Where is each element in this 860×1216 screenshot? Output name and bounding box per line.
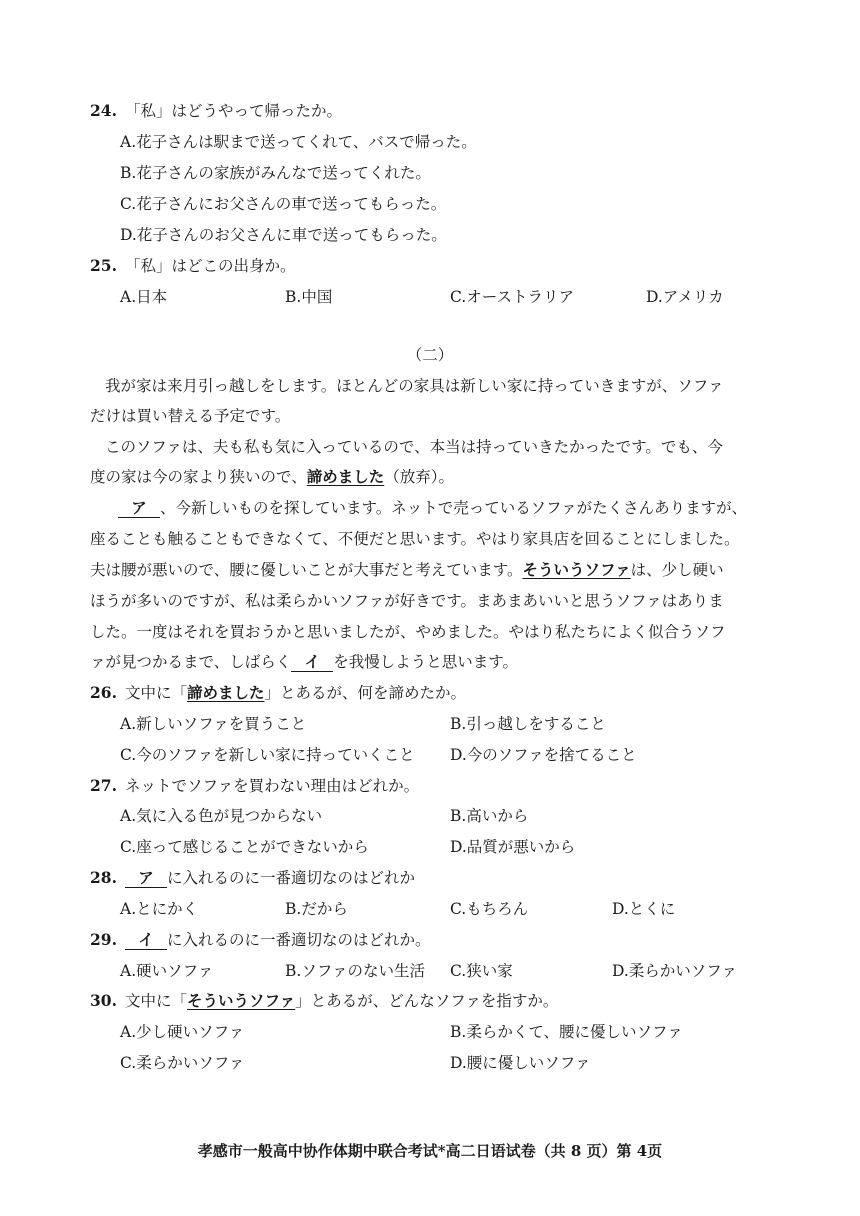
q27-option-a: A.気に入る色が見つからない — [120, 807, 323, 825]
page-footer: 孝感市一般高中协作体期中联合考试*高二日语试卷（共 8 页）第 4页 — [197, 1142, 663, 1160]
q26-option-b: B.引っ越しをすること — [450, 715, 606, 733]
q29-option-d: D.柔らかいソファ — [612, 962, 737, 980]
q29-option-b: B.ソファのない生活 — [285, 962, 426, 980]
passage-line — [90, 652, 518, 672]
passage-line — [90, 467, 454, 487]
passage-line — [90, 560, 724, 580]
q24-option-b: B.花子さんの家族がみんなで送ってくれた。 — [120, 164, 431, 182]
q30-option-b: B.柔らかくて、腰に優しいソファ — [450, 1023, 683, 1041]
q25-option-c: C.オーストラリア — [450, 288, 574, 306]
question-number: 28. — [90, 868, 117, 887]
question-30 — [90, 991, 558, 1011]
question-text: 「私」はどうやって帰ったか。 — [124, 102, 342, 120]
question-text: 文中に「 — [124, 992, 187, 1010]
passage-text: は、少し硬い — [630, 561, 724, 579]
q28-option-b: B.だから — [285, 900, 348, 918]
q27-option-b: B.高いから — [450, 807, 529, 825]
question-text: ネットでソファを買わない理由はどれか。 — [124, 777, 420, 795]
underlined-phrase: そういうソファ — [186, 991, 296, 1010]
q29-option-c: C.狭い家 — [450, 962, 513, 980]
question-number: 26. — [90, 683, 117, 702]
blank-a: ア — [118, 499, 160, 518]
passage-line — [118, 498, 747, 518]
q30-option-c: C.柔らかいソファ — [120, 1054, 245, 1072]
question-number: 27. — [90, 776, 117, 795]
question-27 — [90, 776, 419, 796]
q25-option-b: B.中国 — [285, 288, 333, 306]
section-heading: （二） — [406, 346, 454, 364]
passage-line: ほうが多いのですが、私は柔らかいソファが好きです。まあまあいいと思うソファはありま — [90, 592, 724, 610]
underlined-phrase: 諦めました — [186, 683, 265, 702]
blank-i: イ — [291, 653, 333, 672]
passage-line: 座ることも触ることもできなくて、不便だと思います。やはり家具店を回ることにしました。 — [90, 530, 740, 548]
gloss: （放弃）。 — [384, 468, 454, 486]
question-number: 24. — [90, 101, 117, 120]
blank-i: イ — [125, 931, 167, 950]
q28-option-c: C.もちろん — [450, 900, 529, 918]
question-29 — [90, 930, 430, 950]
question-number: 29. — [90, 930, 117, 949]
passage-line: だけは買い替える予定です。 — [90, 407, 291, 425]
question-text: 「私」はどこの出身か。 — [124, 257, 296, 275]
q30-option-d: D.腰に優しいソファ — [450, 1054, 591, 1072]
question-28 — [90, 868, 415, 888]
q29-option-a: A.硬いソファ — [120, 962, 214, 980]
passage-text: 夫は腰が悪いので、腰に優しいことが大事だと考えています。 — [90, 561, 523, 579]
underlined-phrase: 諦めました — [306, 467, 385, 486]
question-number: 25. — [90, 256, 117, 275]
q26-option-d: D.今のソファを捨てること — [450, 746, 637, 764]
q28-option-a: A.とにかく — [120, 900, 199, 918]
q27-option-c: C.座って感じることができないから — [120, 838, 369, 856]
question-number: 30. — [90, 991, 117, 1010]
question-text: 文中に「 — [124, 684, 187, 702]
passage-text: 、今新しいものを探しています。ネットで売っているソファがたくさんありますが、 — [160, 499, 748, 517]
passage-line: このソファは、夫も私も気に入っているので、本当は持っていきたかったです。でも、今 — [105, 438, 723, 456]
question-text: 」とあるが、どんなソファを指すか。 — [295, 992, 559, 1010]
question-text: に入れるのに一番適切なのはどれか — [166, 869, 415, 887]
question-24 — [90, 101, 342, 121]
q30-option-a: A.少し硬いソファ — [120, 1023, 245, 1041]
q24-option-d: D.花子さんのお父さんに車で送ってもらった。 — [120, 226, 447, 244]
q27-option-d: D.品質が悪いから — [450, 838, 576, 856]
q26-option-a: A.新しいソファを買うこと — [120, 715, 307, 733]
question-25 — [90, 256, 295, 276]
q24-option-c: C.花子さんにお父さんの車で送ってもらった。 — [120, 195, 447, 213]
passage-text: ァが見つかるまで、しばらく — [90, 653, 292, 671]
q24-option-a: A.花子さんは駅まで送ってくれて、バスで帰った。 — [120, 133, 477, 151]
question-text: に入れるのに一番適切なのはどれか。 — [166, 931, 431, 949]
q25-option-d: D.アメリカ — [646, 288, 724, 306]
passage-text: 度の家は今の家より狭いので、 — [90, 468, 307, 486]
question-text: 」とあるが、何を諦めたか。 — [264, 684, 467, 702]
q28-option-d: D.とくに — [612, 900, 676, 918]
underlined-phrase: そういうソファ — [522, 560, 631, 579]
passage-line: した。一度はそれを買おうかと思いましたが、やめました。やはり私たちによく似合うソフ — [90, 623, 726, 641]
passage-line: 我が家は来月引っ越しをします。ほとんどの家具は新しい家に持っていきますが、ソファ — [105, 377, 724, 395]
passage-text: を我慢しようと思います。 — [333, 653, 518, 671]
blank-a: ア — [125, 869, 167, 888]
q25-option-a: A.日本 — [120, 288, 168, 306]
question-26 — [90, 683, 466, 703]
q26-option-c: C.今のソファを新しい家に持っていくこと — [120, 746, 415, 764]
